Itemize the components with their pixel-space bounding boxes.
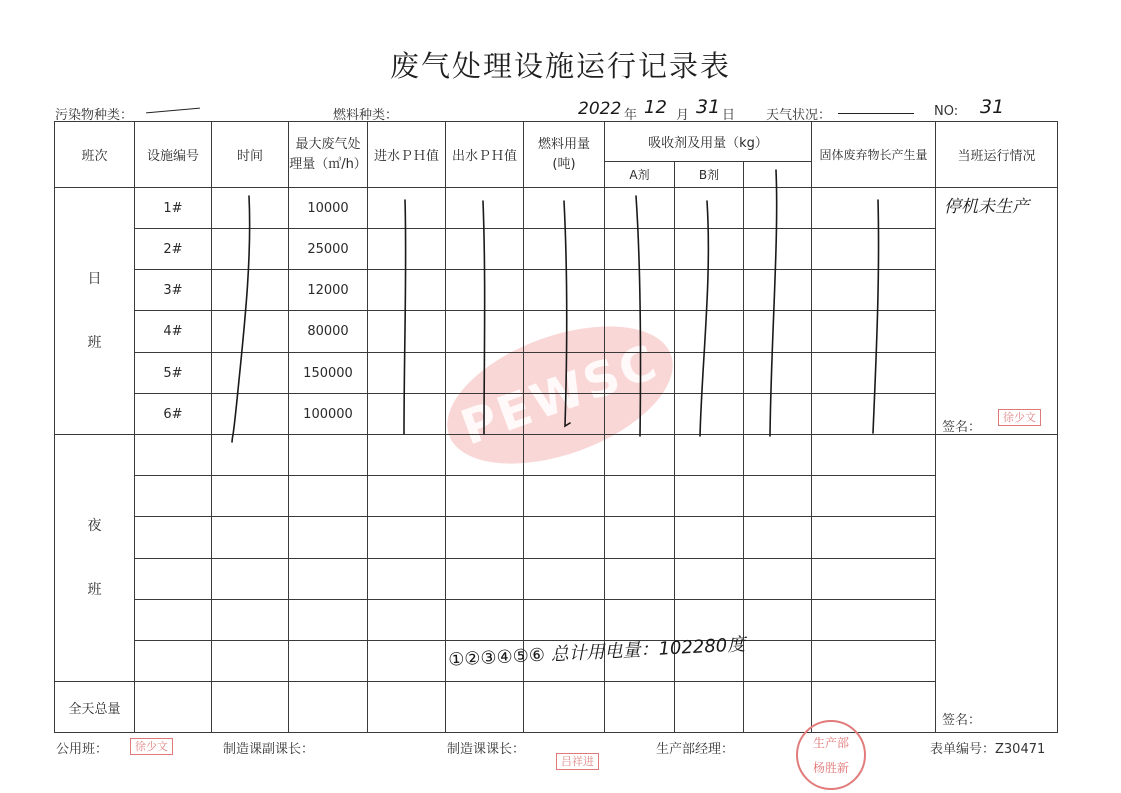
seal-line-2: 杨胜新 (812, 761, 849, 775)
col-fuel-line2: (吨) (552, 156, 576, 172)
pollutant-label: 污染物种类： (55, 108, 134, 123)
seal-line-1: 生产部 (812, 736, 849, 750)
pollutant-dash (146, 108, 200, 114)
facility-cell: 2# (135, 229, 212, 270)
col-max-gas-line2: 理量（㎥/h） (289, 156, 367, 172)
facility-cell: 5# (135, 353, 212, 394)
col-max-gas (289, 122, 368, 188)
day-handwritten: 31 (696, 96, 721, 118)
day-status-cell (936, 188, 1058, 435)
form-title: 废气处理设施运行记录表 (389, 49, 731, 83)
weather-dash (838, 113, 914, 114)
night-status-cell (936, 435, 1058, 733)
month-char: 月 (676, 108, 690, 123)
time-cell (212, 188, 289, 229)
night-shift-label (55, 435, 135, 682)
weather-label: 天气状况： (766, 108, 832, 123)
facility-cell: 1# (135, 188, 212, 229)
year-char: 年 (624, 108, 638, 123)
facility-cell: 4# (135, 311, 212, 353)
col-fuel-line1: 燃料用量 (537, 136, 590, 152)
col-fuel (524, 122, 605, 188)
capacity-cell: 150000 (289, 353, 368, 394)
footer-form-no: 表单编号：Z30471 (930, 742, 1046, 757)
no-handwritten: 31 (980, 96, 1005, 118)
day-shift-label (55, 188, 135, 435)
footer-chief-stamp: 吕祥进 (556, 753, 599, 770)
night-sign-label: 签名： (942, 713, 982, 728)
col-absorbent: 吸收剂及用量（kg） (605, 122, 812, 162)
col-absorbent-b: B剂 (675, 162, 744, 188)
col-facility-no: 设施编号 (135, 122, 212, 188)
night-shift-label-2: 班 (87, 582, 102, 598)
footer-public-stamp: 徐少文 (130, 738, 173, 755)
footer-deputy-chief: 制造课副课长： (223, 742, 315, 757)
day-shift-label-1: 日 (87, 271, 102, 287)
day-shift-label-2: 班 (87, 335, 102, 351)
footer-manager: 生产部经理： (656, 742, 735, 757)
footer-public-shift: 公用班： (56, 742, 109, 757)
day-char: 日 (722, 108, 736, 123)
facility-cell: 6# (135, 394, 212, 435)
col-max-gas-line1: 最大废气处 (295, 136, 361, 152)
col-current-status: 当班运行情况 (936, 122, 1058, 188)
facility-cell: 3# (135, 270, 212, 311)
manager-seal (796, 720, 866, 790)
col-inlet-ph: 进水ＰＨ值 (368, 122, 446, 188)
electricity-note-handwritten: ①②③④⑤⑥ 总计用电量：102280度 (447, 634, 746, 671)
col-shift: 班次 (55, 122, 135, 188)
col-time: 时间 (212, 122, 289, 188)
no-label: NO: (934, 104, 959, 119)
capacity-cell: 12000 (289, 270, 368, 311)
capacity-cell: 25000 (289, 229, 368, 270)
day-sign-stamp: 徐少文 (998, 409, 1041, 426)
fuel-label: 燃料种类： (333, 108, 399, 123)
col-outlet-ph: 出水ＰＨ值 (446, 122, 524, 188)
night-shift-label-1: 夜 (87, 518, 102, 534)
col-absorbent-blank (744, 162, 812, 188)
footer-chief: 制造课课长： (447, 742, 526, 757)
day-status-handwritten: 停机未生产 (944, 197, 1029, 217)
watermark-stamp: PEWSC (429, 299, 691, 491)
month-handwritten: 12 (644, 97, 667, 118)
capacity-cell: 10000 (289, 188, 368, 229)
col-absorbent-a: A剂 (605, 162, 675, 188)
col-solid-waste: 固体废弃物长产生量 (812, 122, 936, 188)
total-label: 全天总量 (55, 682, 135, 733)
year-handwritten: 2022 (578, 99, 622, 119)
capacity-cell: 80000 (289, 311, 368, 353)
day-sign-label: 签名： (942, 420, 982, 435)
capacity-cell: 100000 (289, 394, 368, 435)
